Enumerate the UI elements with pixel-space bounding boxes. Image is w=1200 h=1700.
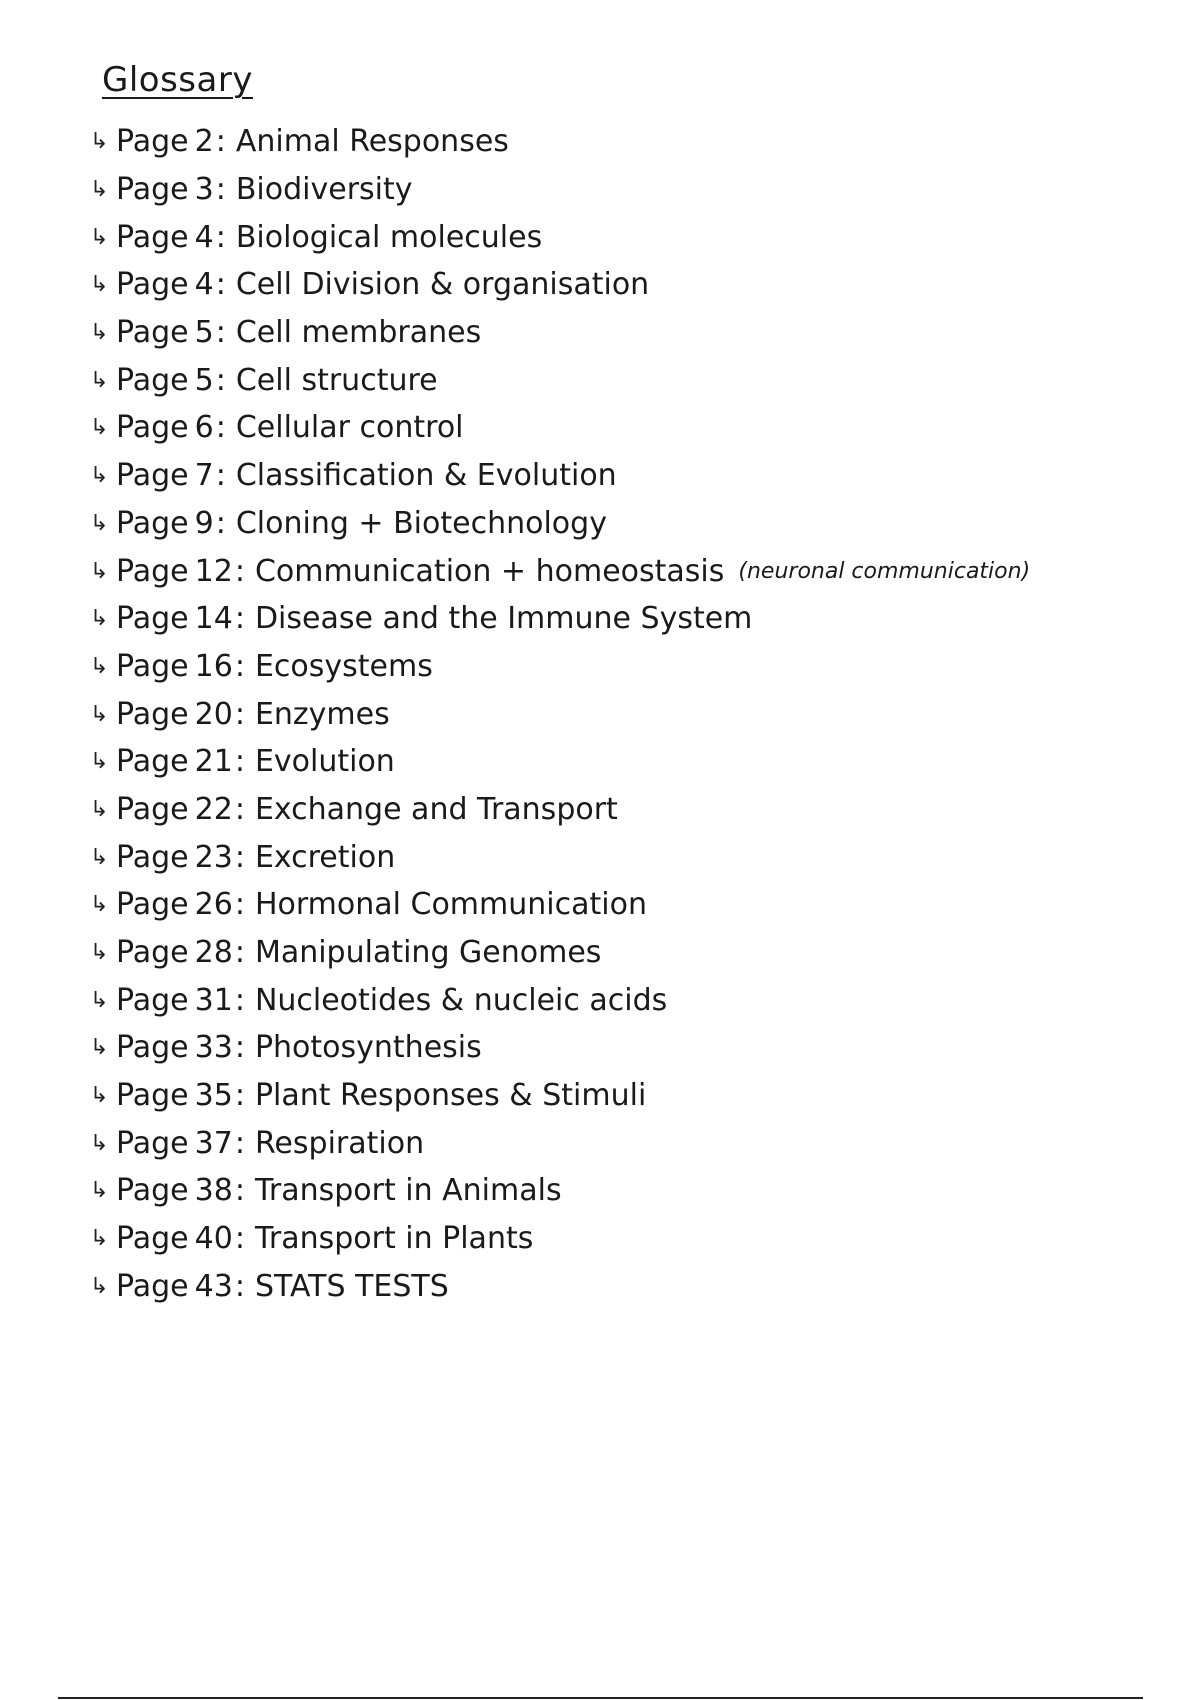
page-number: 7 [194, 458, 214, 494]
list-item [90, 1215, 1030, 1263]
page-word: Page [116, 1030, 189, 1066]
page-number: 28 [194, 935, 233, 971]
list-item [90, 213, 1030, 261]
separator-colon: : [234, 839, 245, 875]
separator-colon: : [234, 696, 245, 732]
curved-arrow-icon: ↳ [90, 987, 109, 1013]
topic-label: Hormonal Communication [254, 887, 647, 923]
list-item [90, 500, 1030, 548]
separator-colon: : [234, 744, 245, 780]
page-number: 37 [194, 1125, 233, 1161]
list-item [90, 643, 1030, 691]
topic-note: (neuronal communication) [738, 558, 1031, 584]
page-number: 33 [194, 1030, 233, 1066]
curved-arrow-icon: ↳ [90, 1035, 109, 1061]
page-word: Page [116, 172, 189, 208]
list-item [90, 261, 1030, 309]
topic-label: Animal Responses [235, 124, 509, 160]
list-item [90, 547, 1030, 595]
page-word: Page [116, 601, 189, 637]
separator-colon: : [215, 458, 226, 494]
page-word: Page [116, 219, 189, 255]
page-word: Page [116, 791, 189, 827]
page-number: 4 [194, 219, 214, 255]
page-number: 16 [194, 648, 233, 684]
page-word: Page [116, 1221, 189, 1257]
separator-colon: : [234, 982, 245, 1018]
curved-arrow-icon: ↳ [90, 1083, 109, 1109]
page-number: 38 [194, 1173, 233, 1209]
list-item [90, 929, 1030, 977]
topic-label: Biodiversity [235, 172, 413, 208]
topic-label: Plant Responses & Stimuli [254, 1078, 647, 1114]
list-item [90, 595, 1030, 643]
page-word: Page [116, 1078, 189, 1114]
page-word: Page [116, 505, 189, 541]
separator-colon: : [234, 791, 245, 827]
page-number: 5 [194, 315, 214, 351]
list-item [90, 309, 1030, 357]
list-item [90, 786, 1030, 834]
page-word: Page [116, 458, 189, 494]
page-word: Page [116, 648, 189, 684]
page-number: 20 [194, 696, 233, 732]
curved-arrow-icon: ↳ [90, 653, 109, 679]
curved-arrow-icon: ↳ [90, 892, 109, 918]
separator-colon: : [215, 267, 226, 303]
page-word: Page [116, 887, 189, 923]
separator-colon: : [234, 1173, 245, 1209]
separator-colon: : [215, 124, 226, 160]
curved-arrow-icon: ↳ [90, 1226, 109, 1252]
list-item [90, 1024, 1030, 1072]
page-number: 23 [194, 839, 233, 875]
page-word: Page [116, 696, 189, 732]
topic-label: Exchange and Transport [254, 791, 618, 827]
curved-arrow-icon: ↳ [90, 510, 109, 536]
topic-label: Transport in Plants [254, 1221, 534, 1257]
page-number: 4 [194, 267, 214, 303]
page-number: 12 [194, 553, 233, 589]
topic-label: Nucleotides & nucleic acids [254, 982, 668, 1018]
page-number: 26 [194, 887, 233, 923]
separator-colon: : [234, 1268, 245, 1304]
page-number: 9 [194, 505, 214, 541]
separator-colon: : [215, 219, 226, 255]
list-item [90, 1167, 1030, 1215]
curved-arrow-icon: ↳ [90, 224, 109, 250]
curved-arrow-icon: ↳ [90, 940, 109, 966]
page-number: 35 [194, 1078, 233, 1114]
curved-arrow-icon: ↳ [90, 701, 109, 727]
separator-colon: : [215, 505, 226, 541]
curved-arrow-icon: ↳ [90, 558, 109, 584]
topic-label: Classification & Evolution [235, 458, 617, 494]
separator-colon: : [234, 648, 245, 684]
topic-label: Disease and the Immune System [254, 601, 753, 637]
topic-label: Cell Division & organisation [235, 267, 650, 303]
topic-label: Transport in Animals [254, 1173, 562, 1209]
list-item [90, 356, 1030, 404]
page-number: 43 [194, 1268, 233, 1304]
separator-colon: : [234, 601, 245, 637]
list-item [90, 976, 1030, 1024]
curved-arrow-icon: ↳ [90, 272, 109, 298]
topic-label: Cloning + Biotechnology [235, 505, 607, 541]
topic-label: Respiration [254, 1125, 425, 1161]
curved-arrow-icon: ↳ [90, 415, 109, 441]
list-item [90, 1263, 1030, 1311]
page-number: 22 [194, 791, 233, 827]
page-word: Page [116, 839, 189, 875]
list-item [90, 1072, 1030, 1120]
topic-label: Communication + homeostasis [254, 553, 725, 589]
page-number: 3 [194, 172, 214, 208]
curved-arrow-icon: ↳ [90, 606, 109, 632]
separator-colon: : [234, 1221, 245, 1257]
separator-colon: : [234, 553, 245, 589]
curved-arrow-icon: ↳ [90, 320, 109, 346]
list-item [90, 1119, 1030, 1167]
topic-label: Photosynthesis [254, 1030, 482, 1066]
list-item [90, 118, 1030, 166]
separator-colon: : [215, 362, 226, 398]
curved-arrow-icon: ↳ [90, 1130, 109, 1156]
curved-arrow-icon: ↳ [90, 463, 109, 489]
page-word: Page [116, 315, 189, 351]
separator-colon: : [215, 172, 226, 208]
page-number: 40 [194, 1221, 233, 1257]
page-word: Page [116, 1268, 189, 1304]
curved-arrow-icon: ↳ [90, 367, 109, 393]
separator-colon: : [234, 1078, 245, 1114]
topic-label: Biological molecules [235, 219, 543, 255]
page-word: Page [116, 744, 189, 780]
page-word: Page [116, 124, 189, 160]
page-word: Page [116, 553, 189, 589]
list-item [90, 833, 1030, 881]
page-word: Page [116, 410, 189, 446]
separator-colon: : [215, 410, 226, 446]
curved-arrow-icon: ↳ [90, 129, 109, 155]
curved-arrow-icon: ↳ [90, 1178, 109, 1204]
page-word: Page [116, 1125, 189, 1161]
page-number: 14 [194, 601, 233, 637]
page-word: Page [116, 1173, 189, 1209]
separator-colon: : [234, 935, 245, 971]
topic-label: Manipulating Genomes [254, 935, 602, 971]
topic-label: Cell structure [235, 362, 438, 398]
topic-label: Evolution [254, 744, 395, 780]
page-number: 21 [194, 744, 233, 780]
topic-label: Excretion [254, 839, 396, 875]
page-word: Page [116, 267, 189, 303]
page-number: 2 [194, 124, 214, 160]
list-item [90, 452, 1030, 500]
separator-colon: : [234, 1030, 245, 1066]
glossary-list [90, 118, 1030, 1310]
curved-arrow-icon: ↳ [90, 749, 109, 775]
page-word: Page [116, 362, 189, 398]
curved-arrow-icon: ↳ [90, 844, 109, 870]
curved-arrow-icon: ↳ [90, 796, 109, 822]
topic-label: STATS TESTS [254, 1268, 449, 1304]
separator-colon: : [215, 315, 226, 351]
separator-colon: : [234, 887, 245, 923]
page-number: 6 [194, 410, 214, 446]
topic-label: Cellular control [235, 410, 464, 446]
topic-label: Ecosystems [254, 648, 433, 684]
curved-arrow-icon: ↳ [90, 1273, 109, 1299]
list-item [90, 738, 1030, 786]
curved-arrow-icon: ↳ [90, 177, 109, 203]
page-number: 31 [194, 982, 233, 1018]
page-word: Page [116, 935, 189, 971]
topic-label: Enzymes [254, 696, 390, 732]
page-title: Glossary [102, 60, 253, 100]
separator-colon: : [234, 1125, 245, 1161]
page-number: 5 [194, 362, 214, 398]
list-item [90, 881, 1030, 929]
list-item [90, 404, 1030, 452]
list-item [90, 690, 1030, 738]
page-word: Page [116, 982, 189, 1018]
list-item [90, 166, 1030, 214]
topic-label: Cell membranes [235, 315, 482, 351]
page-bottom-rule [58, 1697, 1143, 1699]
